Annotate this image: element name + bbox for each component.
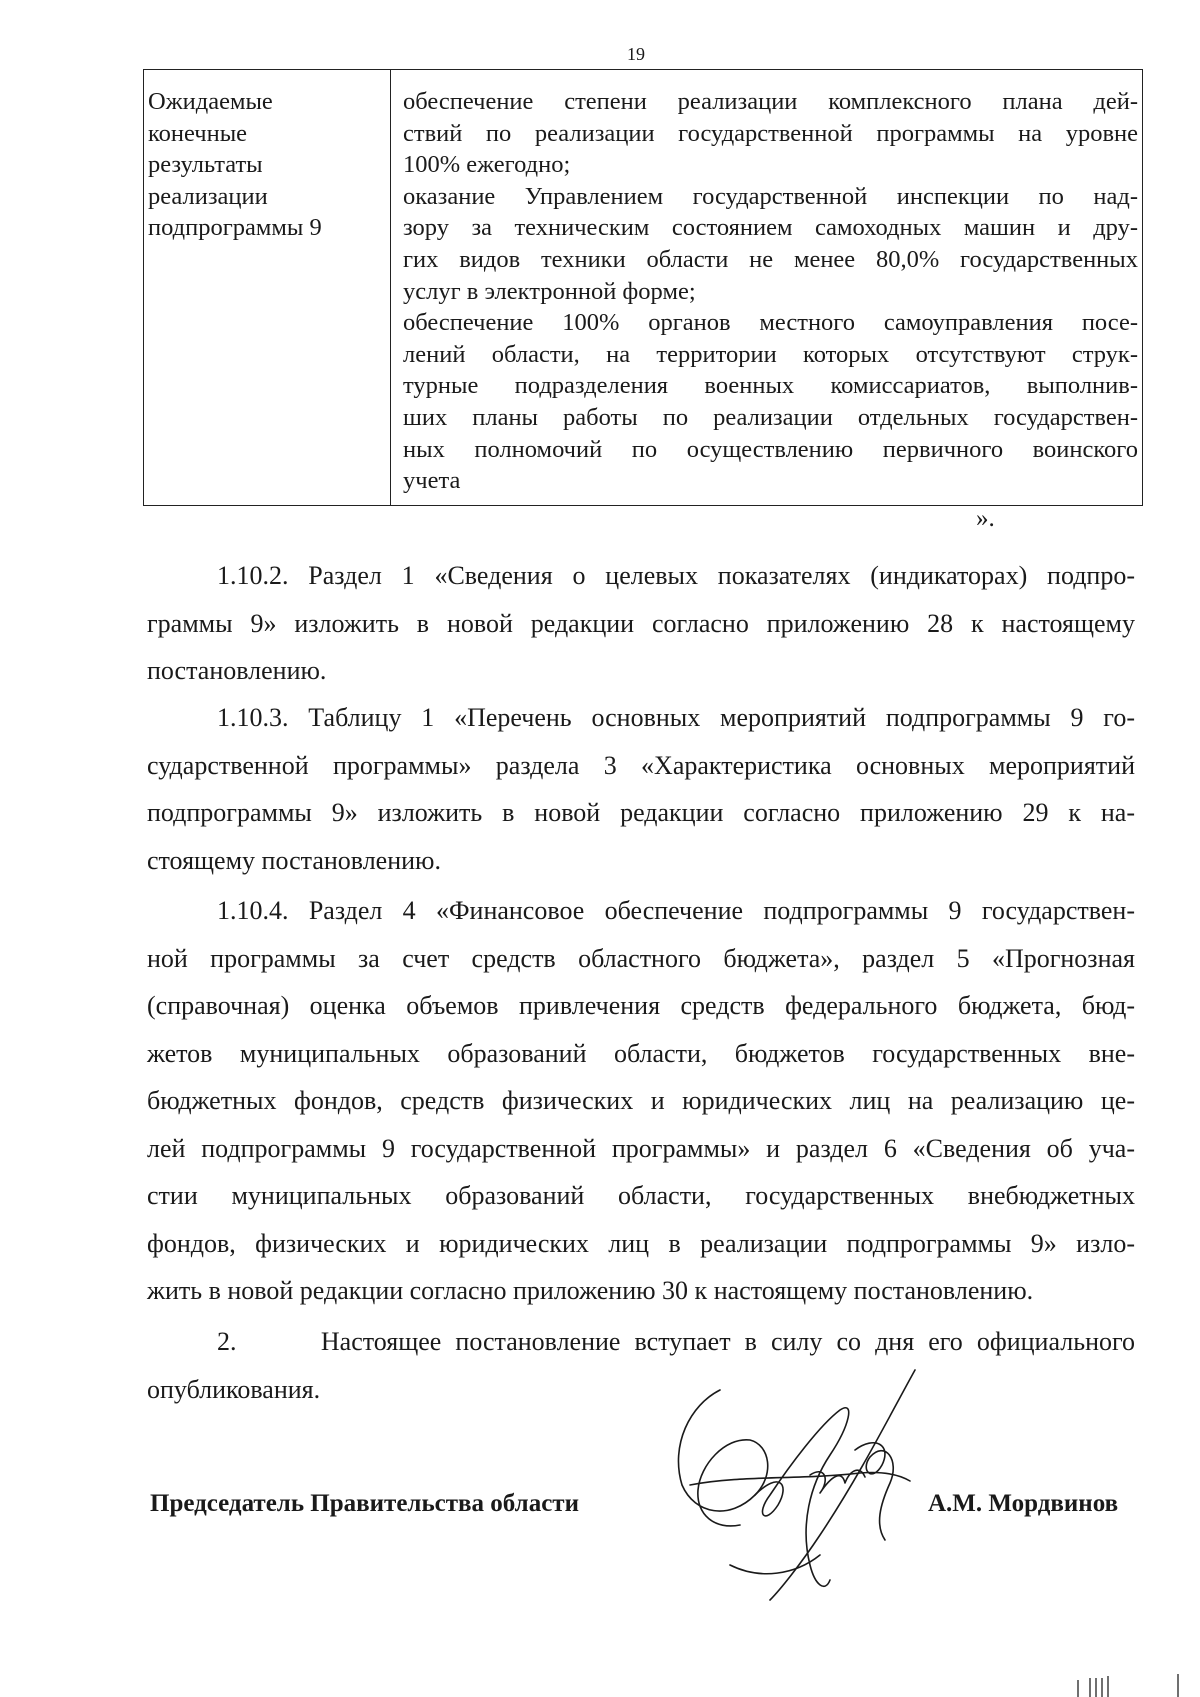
paragraph-line: фондов, физических и юридических лиц в реализации подпрограммы 9» изло- bbox=[147, 1228, 1135, 1258]
content-line: 100% ежегодно; bbox=[403, 151, 571, 179]
content-line: лений области, на территории которых отсутствуют струк- bbox=[403, 340, 1138, 368]
paragraph-line: 1.10.4. Раздел 4 «Финансовое обеспечение подпрограммы 9 государствен- bbox=[217, 896, 1135, 925]
paragraph-1-10-3 bbox=[147, 694, 1135, 884]
handwritten-signature bbox=[660, 1365, 930, 1605]
paragraph-line: лей подпрограммы 9 государственной программы» и раздел 6 «Сведения об уча- bbox=[147, 1133, 1135, 1163]
paragraph-2 bbox=[147, 1318, 1135, 1413]
paragraph-1-10-4 bbox=[147, 887, 1135, 1315]
label-line: результаты bbox=[148, 151, 263, 179]
content-line: зору за техническим состоянием самоходных машин и дру- bbox=[403, 214, 1138, 242]
paragraph-line: 2. Настоящее постановление вступает в силу со дня его официального bbox=[217, 1327, 1135, 1356]
paragraph-line: стоящему постановлению. bbox=[147, 845, 441, 875]
paragraph-line: сударственной программы» раздела 3 «Характеристика основных мероприятий bbox=[147, 750, 1135, 780]
paragraph-line: 1.10.2. Раздел 1 «Сведения о целевых показателях (индикаторах) подпро- bbox=[217, 561, 1135, 590]
paragraph-line: постановлению. bbox=[147, 656, 327, 685]
results-content-cell bbox=[391, 70, 1143, 506]
table-row bbox=[144, 70, 1143, 506]
content-line: услуг в электронной форме; bbox=[403, 277, 696, 305]
content-line: ствий по реализации государственной программы на уровне bbox=[403, 119, 1138, 147]
content-line: обеспечение степени реализации комплексного плана дей- bbox=[403, 88, 1138, 115]
label-line: реализации bbox=[148, 182, 268, 210]
paragraph-line: подпрограммы 9» изложить в новой редакции согласно приложению 29 к на- bbox=[147, 798, 1135, 827]
paragraph-line: жетов муниципальных образований области, бюджетов государственных вне- bbox=[147, 1038, 1135, 1068]
paragraph-line: граммы 9» изложить в новой редакции согласно приложению 28 к настоящему bbox=[147, 608, 1135, 638]
content-line: гих видов техники области не менее 80,0% государственных bbox=[403, 245, 1138, 273]
paragraph-line: ной программы за счет средств областного бюджета», раздел 5 «Прогнозная bbox=[147, 943, 1135, 973]
results-label-cell bbox=[144, 70, 391, 506]
paragraph-line: опубликования. bbox=[147, 1374, 321, 1404]
paragraph-line: (справочная) оценка объемов привлечения средств федерального бюджета, бюд- bbox=[147, 991, 1135, 1020]
label-line: подпрограммы 9 bbox=[148, 214, 322, 242]
closing-quote: ». bbox=[976, 505, 995, 532]
content-line: турные подразделения военных комиссариатов, выполнив- bbox=[403, 372, 1138, 400]
content-line: обеспечение 100% органов местного самоуправления посе- bbox=[403, 309, 1138, 337]
content-line: ших планы работы по реализации отдельных государствен- bbox=[403, 403, 1138, 431]
paragraph-line: 1.10.3. Таблицу 1 «Перечень основных мероприятий подпрограммы 9 го- bbox=[217, 703, 1135, 732]
content-line: учета bbox=[403, 467, 461, 495]
expected-results-table bbox=[143, 69, 1143, 506]
content-line: ных полномочий по осуществлению первичного воинского bbox=[403, 435, 1138, 463]
paragraph-1-10-2 bbox=[147, 552, 1135, 695]
paragraph-line: жить в новой редакции согласно приложению 30 к настоящему постановлению. bbox=[147, 1276, 1034, 1305]
label-line: конечные bbox=[148, 119, 248, 147]
signatory-title: Председатель Правительства области bbox=[150, 1490, 579, 1517]
label-line: Ожидаемые bbox=[148, 88, 273, 115]
signatory-name: А.М. Мордвинов bbox=[928, 1490, 1119, 1517]
paragraph-line: стии муниципальных образований области, государственных внебюджетных bbox=[147, 1181, 1135, 1210]
paragraph-line: бюджетных фондов, средств физических и юридических лиц на реализацию це- bbox=[147, 1086, 1135, 1115]
page-number: 19 bbox=[627, 44, 645, 64]
scan-marks bbox=[1060, 1670, 1190, 1697]
content-line: оказание Управлением государственной инспекции по над- bbox=[403, 182, 1138, 210]
